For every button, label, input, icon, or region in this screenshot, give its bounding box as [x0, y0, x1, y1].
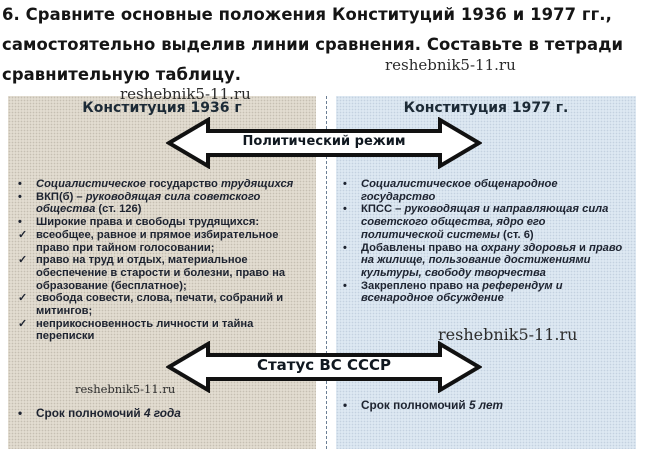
list-item-text: Социалистическое: [36, 178, 150, 190]
list-item: [18, 178, 308, 191]
task-line-1: 6. Сравните основные положения Конституций 1936 и 1977 гг.,: [2, 5, 612, 24]
checkmark-icon: ✓: [18, 292, 28, 305]
checkmark-icon: ✓: [18, 317, 28, 330]
bullet-icon: •: [18, 190, 22, 203]
task-line-2: самостоятельно выделив линии сравнения. Составьте в тетради: [2, 35, 624, 54]
list-1977: [343, 178, 623, 305]
list-item-text: государство: [149, 178, 218, 190]
list-item-text: право на труд и отдых, материальное обеспечение в старости и болезни, право на образование (бесплатное);: [36, 254, 286, 292]
political-regime-arrow: [166, 117, 482, 169]
list-item-text: Закреплено право на: [361, 279, 483, 292]
list-item-text: трудящихся: [217, 178, 294, 190]
bullet-icon: •: [343, 241, 347, 254]
term-value: 5 лет: [468, 398, 504, 412]
bullet-icon: •: [343, 203, 347, 216]
list-item: [343, 279, 623, 305]
term-1936: [18, 406, 181, 420]
panel-title-1977: Конституция 1977 г.: [403, 100, 569, 116]
list-item-text: свобода совести, слова, печати, собраний и митингов;: [36, 292, 284, 318]
list-item-text: и: [575, 241, 589, 254]
bullet-icon: •: [343, 279, 347, 292]
list-item-text: Социалистическое общенародное государство: [361, 178, 558, 203]
checkmark-icon: ✓: [18, 254, 28, 267]
term-value: 4 года: [143, 406, 181, 420]
task-heading: [2, 0, 645, 90]
list-item: [18, 190, 308, 216]
list-item: [18, 254, 308, 292]
bullet-icon: •: [343, 398, 348, 412]
list-item-text: право на жилище, пользование достижениями культуры, свободу творчества: [361, 241, 623, 279]
watermark: reshebnik5-11.ru: [75, 382, 176, 396]
list-item-text: (ст. 6): [499, 228, 534, 241]
list-item-text: Добавлены право на: [361, 241, 481, 254]
supreme-soviet-status-arrow: [166, 341, 482, 393]
list-item-text: неприкосновенность личности и тайна переписки: [36, 317, 254, 343]
list-item: [18, 292, 308, 318]
bullet-icon: •: [343, 178, 347, 190]
panel-title-1936: Конституция 1936 г: [82, 100, 242, 116]
bullet-icon: •: [18, 406, 23, 420]
list-item: [18, 317, 308, 343]
arrow-label-political-regime: Политический режим: [242, 134, 406, 149]
bullet-icon: •: [18, 216, 22, 229]
term-1977: [343, 398, 504, 412]
list-item-text: руководящая и направляющая сила советского общества, ядро его политической системы: [361, 203, 609, 241]
list-item-text: (ст. 126): [95, 203, 142, 216]
watermark: reshebnik5-11.ru: [438, 325, 578, 344]
list-1936: [18, 178, 308, 343]
list-item-text: референдум и всенародное обсуждение: [361, 279, 563, 305]
term-label: Срок полномочий: [361, 398, 469, 412]
list-item: [18, 216, 308, 229]
term-label: Срок полномочий: [36, 406, 144, 420]
bullet-icon: •: [18, 178, 22, 190]
arrow-label-supreme-soviet-status: Статус ВС СССР: [256, 356, 392, 374]
list-item-text: Широкие права и свободы трудящихся:: [36, 216, 260, 229]
list-item: [343, 203, 623, 241]
list-item-text: руководящая сила советского общества: [36, 190, 261, 216]
watermark: reshebnik5-11.ru: [120, 85, 251, 103]
list-item-text: ВКП(б) –: [36, 190, 86, 203]
list-item-text: всеобщее, равное и прямое избирательное право при тайном голосовании;: [36, 228, 279, 254]
list-item-text: КПСС –: [361, 203, 405, 216]
list-item: [343, 241, 623, 280]
list-item: [18, 228, 308, 254]
list-item: [343, 178, 623, 203]
checkmark-icon: ✓: [18, 228, 28, 241]
watermark: reshebnik5-11.ru: [385, 56, 516, 74]
list-item-text: охрану здоровья: [480, 241, 576, 254]
task-line-3: сравнительную таблицу.: [2, 65, 242, 84]
